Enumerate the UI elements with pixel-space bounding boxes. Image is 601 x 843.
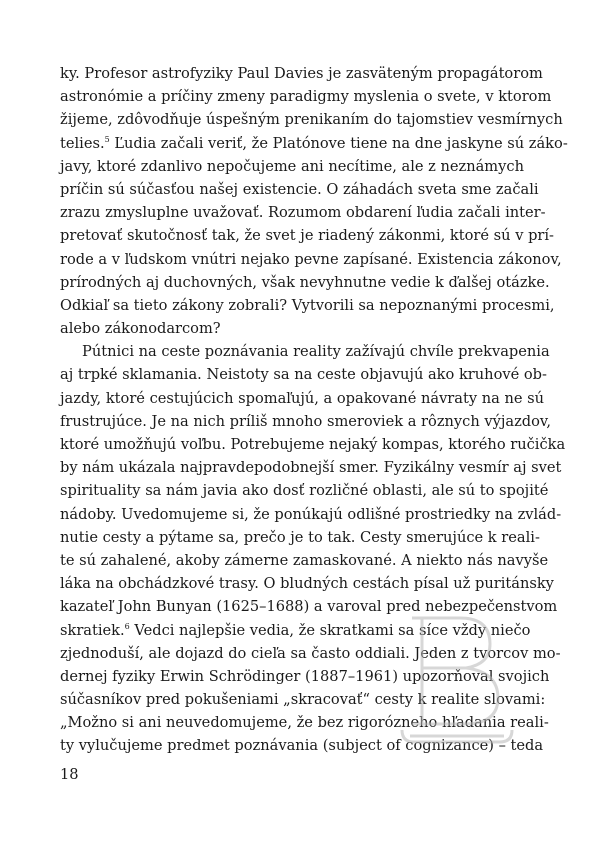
text-line: astronómie a príčiny zmeny paradigmy myslenia o svete, v ktorom <box>60 88 552 106</box>
text-line: príčin sú súčasťou našej existencie. O záhadách sveta sme začali <box>60 180 539 198</box>
text-line: frustrujúce. Je na nich príliš mnoho smeroviek a rôznych výjazdov, <box>60 412 552 430</box>
footnote-ref-6: 6 <box>124 621 130 631</box>
text-line: te sú zahalené, akoby zámerne zamaskované. A niekto nás navyše <box>60 551 549 569</box>
text-line: ty vylučujeme predmet poznávania (subject of cognizance) – teda <box>60 737 544 755</box>
text-line: zjednoduší, ale dojazd do cieľa sa často oddiali. Jeden z tvorcov mo- <box>60 644 561 662</box>
text-line: jazdy, ktoré cestujúcich spomaľujú, a opakované návraty na ne sú <box>60 389 545 407</box>
text-line: nutie cesty a pýtame sa, prečo je to tak. Cesty smerujúce k reali- <box>60 528 540 546</box>
text-line: by nám ukázala najpravdepodobnejší smer. Fyzikálny vesmír aj svet <box>60 459 562 477</box>
text-fragment: Vedci najlepšie vedia, že skratkami sa síce vždy niečo <box>129 621 531 639</box>
text-line: ky. Profesor astrofyziky Paul Davies je zasväteným propagátorom <box>60 65 543 82</box>
text-line: alebo zákonodarcom? <box>60 320 221 338</box>
watermark-logo-icon <box>382 600 532 750</box>
text-line: kazateľ John Bunyan (1625–1688) a varoval pred nebezpečenstvom <box>60 598 558 616</box>
page-number: 18 <box>60 766 79 783</box>
text-line: láka na obchádzkové trasy. O bludných cestách písal už puritánsky <box>60 575 554 593</box>
text-line: javy, ktoré zdanlivo nepočujeme ani necítime, ale z neznámych <box>60 157 524 175</box>
text-line: rode a v ľudskom vnútri nejako pevne zapísané. Existencia zákonov, <box>60 250 562 268</box>
text-line: Pútnici na ceste poznávania reality zažívajú chvíle prekvapenia <box>82 343 550 361</box>
text-line: „Možno si ani neuvedomujeme, že bez rigorózneho hľadania reali- <box>60 714 549 732</box>
text-line: spirituality sa nám javia ako dosť rozličné oblasti, ale sú to spojité <box>60 482 549 500</box>
text-line: Odkiaľ sa tieto zákony zobrali? Vytvorili sa nepoznanými procesmi, <box>60 296 555 314</box>
text-line: aj trpké sklamania. Neistoty sa na ceste objavujú ako kruhové ob- <box>60 366 547 384</box>
footnote-ref-5: 5 <box>104 134 110 144</box>
text-line: nádoby. Uvedomujeme si, že ponúkajú odlišné prostriedky na zvlád- <box>60 505 562 523</box>
text-line: žijeme, zdôvodňuje úspešným prenikaním do tajomstiev vesmírnych <box>60 111 563 129</box>
text-line: prírodných aj duchovných, však nevyhnutne vedie k ďalšej otázke. <box>60 273 550 291</box>
text-line: ktoré umožňujú voľbu. Potrebujeme nejaký kompas, ktorého ručička <box>60 436 566 453</box>
text-line: dernej fyziky Erwin Schrödinger (1887–1961) upozorňoval svojich <box>60 667 550 685</box>
text-fragment: Ľudia začali veriť, že Platónove tiene na dne jaskyne sú záko- <box>109 134 568 152</box>
text-fragment: skratiek. <box>60 621 125 639</box>
text-fragment: telies. <box>60 134 105 152</box>
text-line: súčasníkov pred pokušeniami „skracovať“ cesty k realite slovami: <box>60 691 546 709</box>
text-line: zrazu zmysluplne uvažovať. Rozumom obdarení ľudia začali inter- <box>60 204 546 222</box>
text-line-with-footnote <box>60 132 568 155</box>
text-line: pretovať skutočnosť tak, že svet je riadený zákonmi, ktoré sú v prí- <box>60 227 554 245</box>
